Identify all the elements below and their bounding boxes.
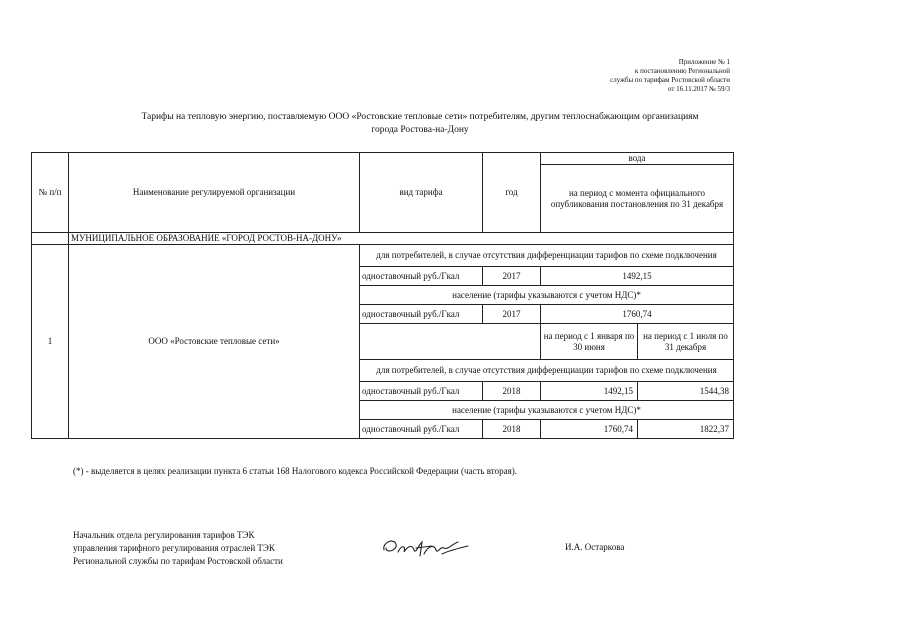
empty-cell — [32, 233, 69, 245]
year-cell: 2018 — [483, 382, 541, 401]
signature-line-2: управления тарифного регулирования отраслей ТЭК — [73, 543, 275, 553]
value-2017-population: 1760,74 — [541, 305, 734, 324]
title-line-1: Тарифы на тепловую энергию, поставляемую ООО «Ростовские тепловые сети» потребителям, другим теплоснабжающим организациям — [141, 112, 699, 122]
value-2018-population-h2: 1822,37 — [638, 420, 734, 439]
footnote: (*) - выделяется в целях реализации пункта 6 статьи 168 Налогового кодекса Российской Федерации (часть вторая). — [73, 466, 517, 476]
org-name: ООО «Ростовские тепловые сети» — [69, 245, 360, 439]
tariff-type-cell: одноставочный руб./Гкал — [360, 305, 483, 324]
value-2017-consumers: 1492,15 — [541, 267, 734, 286]
value-2018-consumers-h1: 1492,15 — [541, 382, 638, 401]
tariff-type-cell: одноставочный руб./Гкал — [360, 382, 483, 401]
header-tariff-type: вид тарифа — [360, 153, 483, 233]
signer-name: И.А. Остаркова — [565, 542, 625, 552]
signature-line-3: Региональной службы по тарифам Ростовской области — [73, 556, 283, 566]
population-label-2017: население (тарифы указываются с учетом НДС)* — [360, 286, 734, 305]
header-year: год — [483, 153, 541, 233]
row-number: 1 — [32, 245, 69, 439]
value-2018-population-h1: 1760,74 — [541, 420, 638, 439]
year-cell: 2018 — [483, 420, 541, 439]
appendix-block — [490, 58, 730, 94]
value-2018-consumers-h2: 1544,38 — [638, 382, 734, 401]
header-period: на период с момента официального опубликования постановления по 31 декабря — [541, 165, 734, 233]
appendix-line: службы по тарифам Ростовской области — [610, 76, 730, 84]
appendix-line: от 16.11.2017 № 59/3 — [667, 85, 730, 93]
half-year-2-header: на период с 1 июля по 31 декабря — [638, 324, 734, 360]
consumers-label-2017: для потребителей, в случае отсутствия дифференциации тарифов по схеме подключения — [360, 245, 734, 267]
consumers-label-2018: для потребителей, в случае отсутствия дифференциации тарифов по схеме подключения — [360, 360, 734, 382]
title-line-2: города Ростова-на-Дону — [371, 125, 469, 135]
header-water: вода — [541, 153, 734, 165]
population-label-2018: население (тарифы указываются с учетом НДС)* — [360, 401, 734, 420]
appendix-line: Приложение № 1 — [678, 58, 730, 66]
tariff-table — [31, 152, 734, 439]
tariff-type-cell: одноставочный руб./Гкал — [360, 420, 483, 439]
header-num: № п/п — [32, 153, 69, 233]
year-cell: 2017 — [483, 267, 541, 286]
municipality-row: МУНИЦИПАЛЬНОЕ ОБРАЗОВАНИЕ «ГОРОД РОСТОВ-НА-ДОНУ» — [69, 233, 734, 245]
half-year-1-header: на период с 1 января по 30 июня — [541, 324, 638, 360]
signature-block — [73, 529, 283, 568]
year-cell: 2017 — [483, 305, 541, 324]
signature-line-1: Начальник отдела регулирования тарифов ТЭК — [73, 530, 255, 540]
handwritten-signature — [380, 534, 470, 560]
document-title — [60, 111, 780, 137]
appendix-line: к постановлению Региональной — [634, 67, 730, 75]
tariff-type-cell: одноставочный руб./Гкал — [360, 267, 483, 286]
empty-cell — [360, 324, 541, 360]
header-org: Наименование регулируемой организации — [69, 153, 360, 233]
